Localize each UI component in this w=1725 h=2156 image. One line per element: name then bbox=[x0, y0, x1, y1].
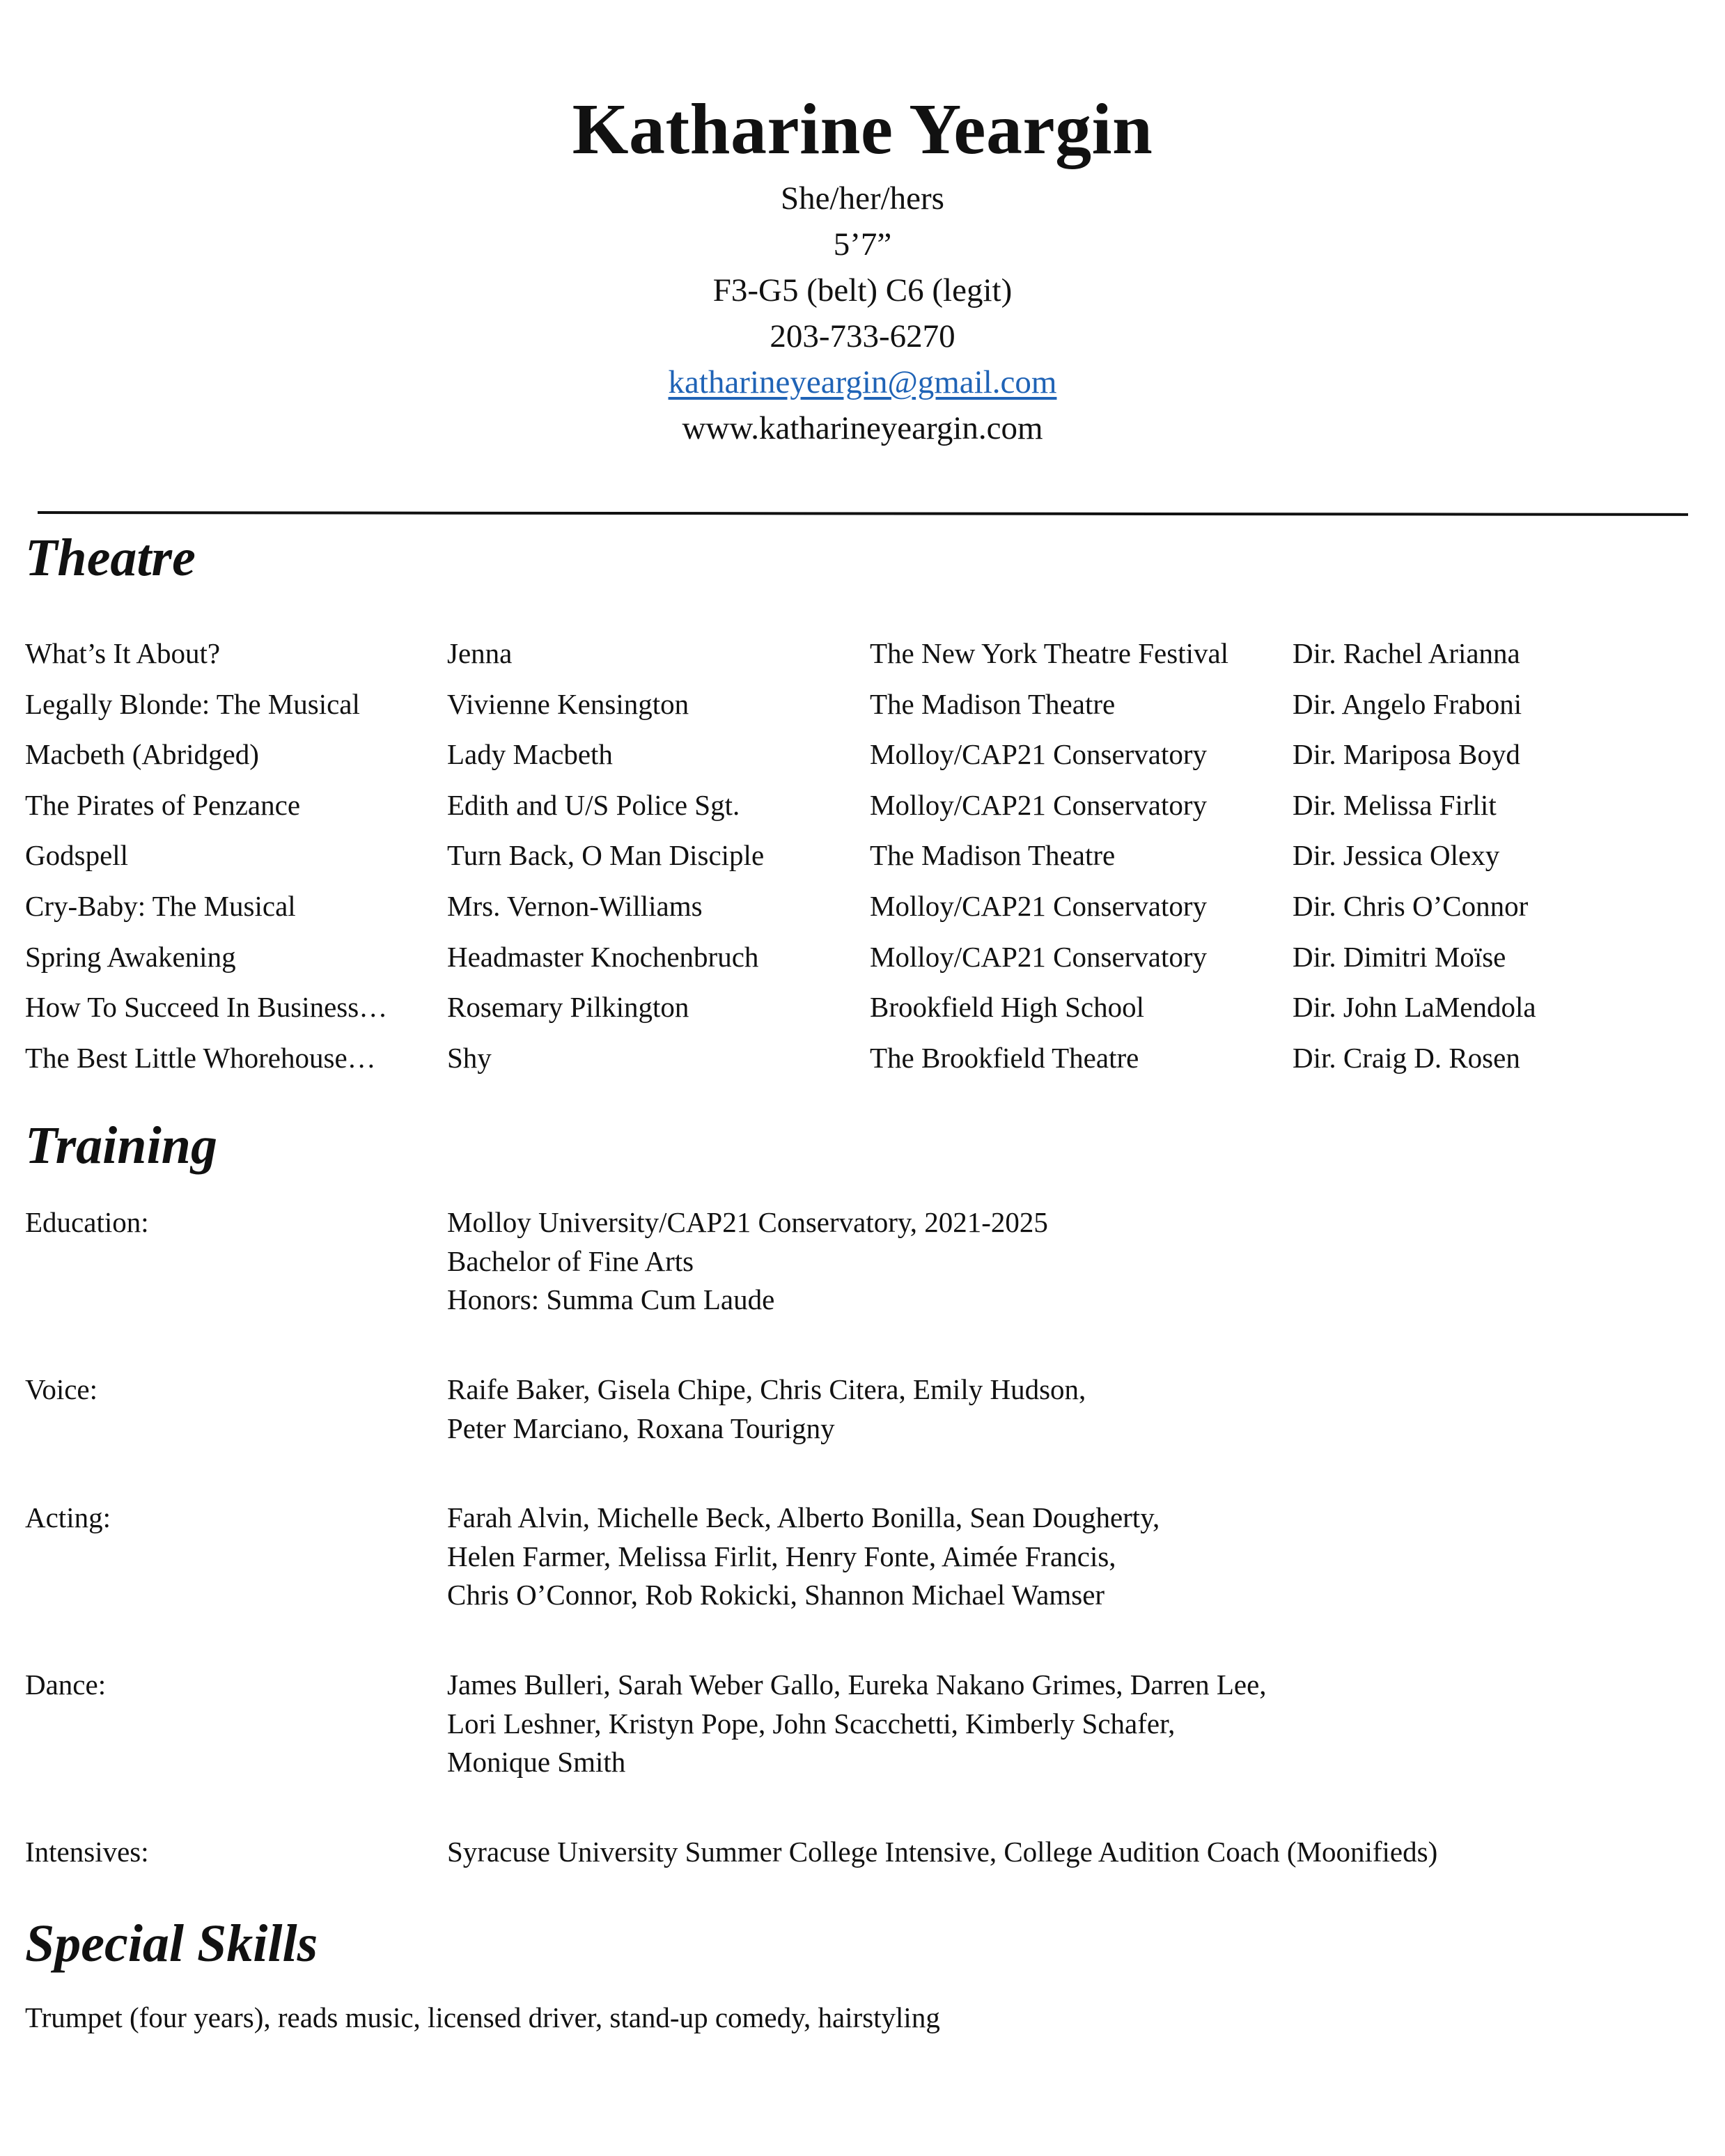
credit-row bbox=[25, 1033, 1696, 1084]
credit-role: Jenna bbox=[447, 637, 513, 669]
credit-venue: Molloy/CAP21 Conservatory bbox=[870, 788, 1208, 821]
credit-director: Dir. Dimitri Moïse bbox=[1293, 940, 1506, 973]
credit-row bbox=[25, 679, 1696, 730]
training-label: Education: bbox=[25, 1206, 149, 1238]
credit-role: Turn Back, O Man Disciple bbox=[447, 839, 765, 872]
credit-role: Mrs. Vernon-Williams bbox=[447, 889, 703, 922]
credit-director: Dir. Rachel Arianna bbox=[1293, 637, 1520, 669]
training-label: Intensives: bbox=[25, 1836, 149, 1868]
credit-venue: Molloy/CAP21 Conservatory bbox=[870, 738, 1208, 771]
credit-role: Vivienne Kensington bbox=[447, 687, 689, 720]
training-lines bbox=[447, 1370, 1086, 1448]
credit-show: The Pirates of Penzance bbox=[25, 788, 301, 821]
theatre-heading: Theatre bbox=[25, 529, 196, 587]
training-line: Peter Marciano, Roxana Tourigny bbox=[447, 1412, 835, 1444]
credit-director: Dir. John LaMendola bbox=[1293, 991, 1536, 1024]
credit-venue: The Madison Theatre bbox=[870, 687, 1116, 720]
credit-row bbox=[25, 932, 1696, 983]
height: 5’7” bbox=[833, 226, 892, 263]
training-line: James Bulleri, Sarah Weber Gallo, Eureka Nakano Grimes, Darren Lee, bbox=[447, 1669, 1267, 1701]
credit-director: Dir. Melissa Firlit bbox=[1293, 788, 1497, 821]
special-skills-heading: Special Skills bbox=[25, 1914, 318, 1973]
training-line: Lori Leshner, Kristyn Pope, John Scacchetti, Kimberly Schafer, bbox=[447, 1707, 1176, 1740]
credit-role: Shy bbox=[447, 1041, 492, 1074]
credit-row bbox=[25, 881, 1696, 932]
credit-venue: The Brookfield Theatre bbox=[870, 1041, 1139, 1074]
training-label: Acting: bbox=[25, 1501, 111, 1533]
credit-show: Cry-Baby: The Musical bbox=[25, 889, 296, 922]
header-divider bbox=[38, 511, 1688, 516]
person-name: Katharine Yeargin bbox=[572, 89, 1153, 169]
credit-director: Dir. Jessica Olexy bbox=[1293, 839, 1500, 872]
resume-header bbox=[0, 84, 1725, 451]
credit-role: Lady Macbeth bbox=[447, 738, 613, 771]
credit-role: Headmaster Knochenbruch bbox=[447, 940, 759, 973]
training-line: Helen Farmer, Melissa Firlit, Henry Fonte, Aimée Francis, bbox=[447, 1540, 1116, 1572]
credit-director: Dir. Angelo Fraboni bbox=[1293, 687, 1522, 720]
credit-venue: The New York Theatre Festival bbox=[870, 637, 1229, 669]
credit-show: What’s It About? bbox=[25, 637, 221, 669]
credit-row bbox=[25, 830, 1696, 881]
credit-role: Edith and U/S Police Sgt. bbox=[447, 788, 740, 821]
training-lines bbox=[447, 1203, 1048, 1320]
vocal-range: F3-G5 (belt) C6 (legit) bbox=[712, 272, 1013, 308]
credit-show: The Best Little Whorehouse… bbox=[25, 1041, 376, 1074]
credit-director: Dir. Craig D. Rosen bbox=[1293, 1041, 1520, 1074]
credit-director: Dir. Mariposa Boyd bbox=[1293, 738, 1520, 771]
credit-venue: The Madison Theatre bbox=[870, 839, 1116, 872]
credit-show: How To Succeed In Business… bbox=[25, 991, 388, 1024]
website: www.katharineyeargin.com bbox=[682, 410, 1043, 446]
pronouns: She/her/hers bbox=[781, 180, 944, 217]
training-label: Voice: bbox=[25, 1373, 98, 1405]
email-line bbox=[0, 359, 1725, 405]
training-lines bbox=[447, 1666, 1267, 1782]
email-link[interactable]: katharineyeargin@gmail.com bbox=[668, 364, 1057, 400]
special-skills-text: Trumpet (four years), reads music, licensed driver, stand-up comedy, hairstyling bbox=[25, 2001, 940, 2033]
training-line: Farah Alvin, Michelle Beck, Alberto Bonilla, Sean Dougherty, bbox=[447, 1501, 1160, 1533]
training-label: Dance: bbox=[25, 1669, 107, 1701]
training-line: Bachelor of Fine Arts bbox=[447, 1244, 694, 1277]
credit-row bbox=[25, 982, 1696, 1033]
phone-number: 203-733-6270 bbox=[770, 318, 955, 354]
credit-row bbox=[25, 729, 1696, 780]
training-line: Chris O’Connor, Rob Rokicki, Shannon Michael Wamser bbox=[447, 1579, 1105, 1611]
credit-row bbox=[25, 780, 1696, 831]
theatre-credits-table bbox=[25, 628, 1696, 1083]
credit-row bbox=[25, 628, 1696, 679]
credit-show: Godspell bbox=[25, 839, 129, 872]
training-lines bbox=[447, 1499, 1160, 1615]
credit-venue: Molloy/CAP21 Conservatory bbox=[870, 889, 1208, 922]
credit-director: Dir. Chris O’Connor bbox=[1293, 889, 1529, 922]
credit-show: Legally Blonde: The Musical bbox=[25, 687, 360, 720]
training-line: Monique Smith bbox=[447, 1746, 626, 1778]
training-line: Molloy University/CAP21 Conservatory, 2021-2025 bbox=[447, 1206, 1048, 1238]
training-line: Honors: Summa Cum Laude bbox=[447, 1283, 775, 1315]
credit-show: Spring Awakening bbox=[25, 940, 236, 973]
credit-role: Rosemary Pilkington bbox=[447, 991, 689, 1024]
credit-show: Macbeth (Abridged) bbox=[25, 738, 259, 771]
training-heading: Training bbox=[25, 1116, 217, 1175]
credit-venue: Molloy/CAP21 Conservatory bbox=[870, 940, 1208, 973]
credit-venue: Brookfield High School bbox=[870, 991, 1145, 1024]
training-line: Raife Baker, Gisela Chipe, Chris Citera, Emily Hudson, bbox=[447, 1373, 1086, 1405]
training-line: Syracuse University Summer College Intensive, College Audition Coach (Moonifieds) bbox=[447, 1836, 1438, 1868]
training-lines bbox=[447, 1833, 1437, 1872]
